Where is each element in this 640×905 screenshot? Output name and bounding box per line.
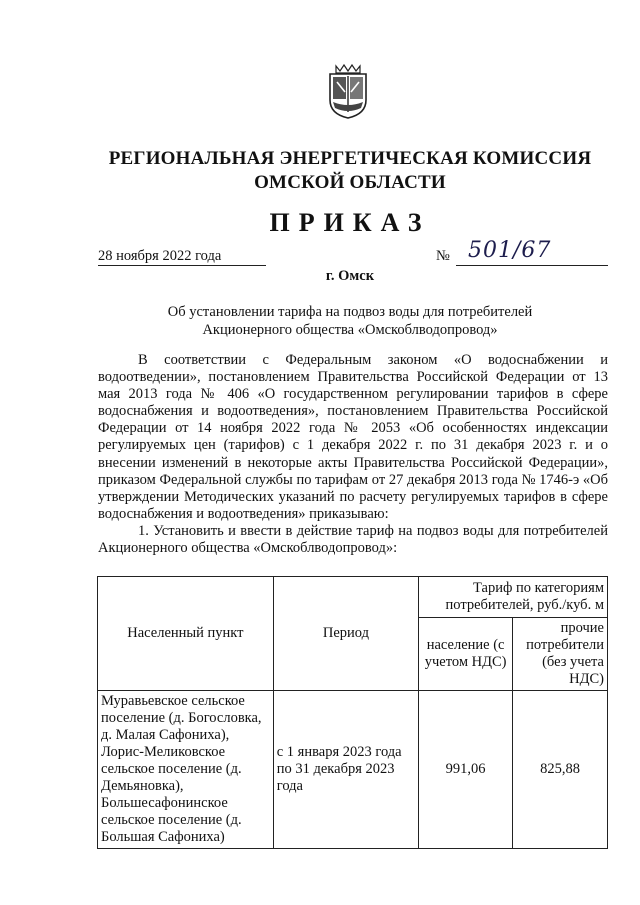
document-number-label: № [436, 248, 450, 264]
table-header-row [98, 577, 608, 618]
organization-name-line2: ОМСКОЙ ОБЛАСТИ [254, 172, 446, 193]
cell-population-tariff: 991,06 [419, 691, 513, 849]
document-city: г. Омск [325, 268, 375, 284]
coat-of-arms-icon [327, 62, 369, 120]
cell-other-tariff: 825,88 [513, 691, 608, 849]
header-settlement: Населенный пункт [98, 577, 274, 691]
cell-settlement: Муравьевское сельское поселение (д. Богословка, д. Малая Сафониха), Лорис-Меликовское сельское поселение (д. Демьяновка), Большесафонинское сельское поселение (д. Большая Сафониха) [98, 691, 274, 849]
header-period: Период [273, 577, 418, 691]
header-other-consumers: прочие потребители (без учета НДС) [513, 618, 608, 691]
subject-line1: Об установлении тарифа на подвоз воды для потребителей [167, 304, 533, 320]
document-type-title: ПРИКАЗ [269, 208, 431, 237]
table-row [98, 691, 608, 849]
tariff-table [97, 576, 608, 849]
subject-line2: Акционерного общества «Омскоблводопровод» [202, 321, 498, 338]
document-date: 28 ноября 2022 года [98, 248, 266, 266]
header-population: население (с учетом НДС) [419, 618, 513, 691]
body-paragraph-preamble: В соответствии с Федеральным законом «О водоснабжении и водоотведении», постановлением Правительства Российской Федерации от 13 мая 2013 года № 406 «О государственном регулировании тарифов в сфере водоснабжения и водоотведения», постановлением Правительства Российской Федерации от 14 ноября 2022 года № 2053 «Об особенностях индексации регулируемых цен (тарифов) с 1 декабря 2022 г. по 31 декабря 2023 г. и о внесении изменений в некоторые акты Правительства Российской Федерации», приказом Федеральной службы по тарифам от 27 декабря 2013 года № 1746-э «Об утверждении Методических указаний по расчету регулируемых тарифов в сфере водоснабжения и водоотведения» приказываю: [98, 352, 608, 522]
header-tariff-group: Тариф по категориям потребителей, руб./куб. м [419, 577, 608, 618]
document-body [98, 352, 608, 557]
document-number-handwritten: 501/67 [468, 238, 552, 263]
document-number-underline [456, 265, 608, 266]
organization-name-line1: РЕГИОНАЛЬНАЯ ЭНЕРГЕТИЧЕСКАЯ КОМИССИЯ [108, 148, 592, 169]
body-paragraph-item1: 1. Установить и ввести в действие тариф на подвоз воды для потребителей Акционерного общества «Омскоблводопровод»: [98, 522, 608, 557]
document-subject [120, 304, 580, 339]
cell-period: с 1 января 2023 года по 31 декабря 2023 года [273, 691, 418, 849]
